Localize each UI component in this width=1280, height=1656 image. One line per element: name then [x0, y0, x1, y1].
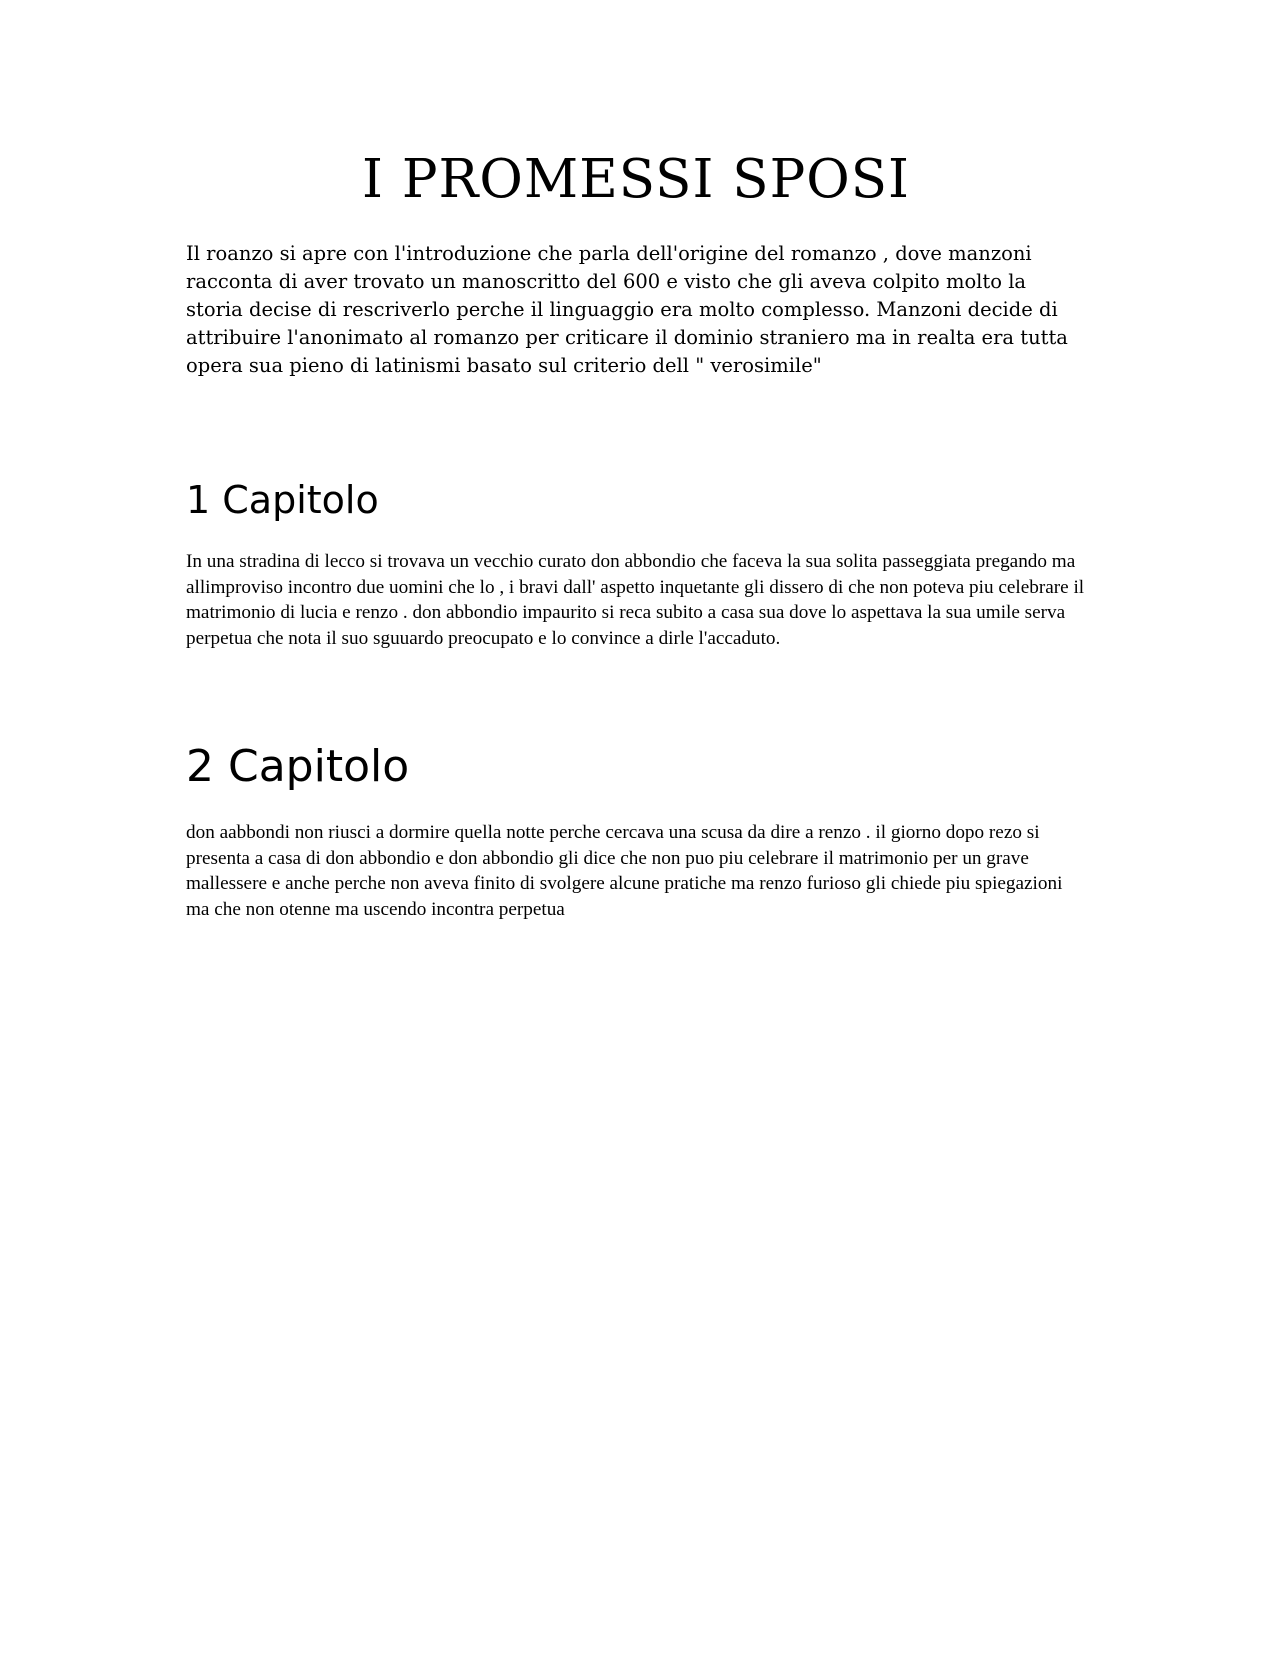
chapter-2-heading: 2 Capitolo: [186, 741, 410, 792]
chapter-2-text: don aabbondi non riusci a dormire quella notte perche cercava una scusa da dire a renzo . il giorno dopo rezo si presenta a casa di don abbondio e don abbondio gli dice che non puo piu celebrare il matrimonio per un grave mallessere e anche perche non aveva finito di svolgere alcune pratiche ma renzo furioso gli chiede piu spiegazioni ma che non otenne ma uscendo incontra perpetua: [186, 822, 1063, 920]
chapter-1-heading: 1 Capitolo: [186, 478, 379, 522]
chapter-1-text: In una stradina di lecco si trovava un vecchio curato don abbondio che faceva la sua solita passeggiata pregando ma allimproviso incontro due uomini che lo , i bravi dall' aspetto inquetante gli dissero di che non poteva piu celebrare il matrimonio di lucia e renzo . don abbondio impaurito si reca subito a casa sua dove lo aspettava la sua umile serva perpetua che nota il suo sguuardo preocupato e lo convince a dirle l'accaduto.: [186, 551, 1085, 649]
document-title: I PROMESSI SPOSI: [362, 149, 910, 210]
intro-paragraph: Il roanzo si apre con l'introduzione che parla dell'origine del romanzo , dove manzoni racconta di aver trovato un manoscritto del 600 e visto che gli aveva colpito molto la storia decise di rescriverlo perche il linguaggio era molto complesso. Manzoni decide di attribuire l'anonimato al romanzo per criticare il dominio straniero ma in realta era tutta opera sua pieno di latinismi basato sul criterio dell " verosimile": [186, 242, 1068, 377]
